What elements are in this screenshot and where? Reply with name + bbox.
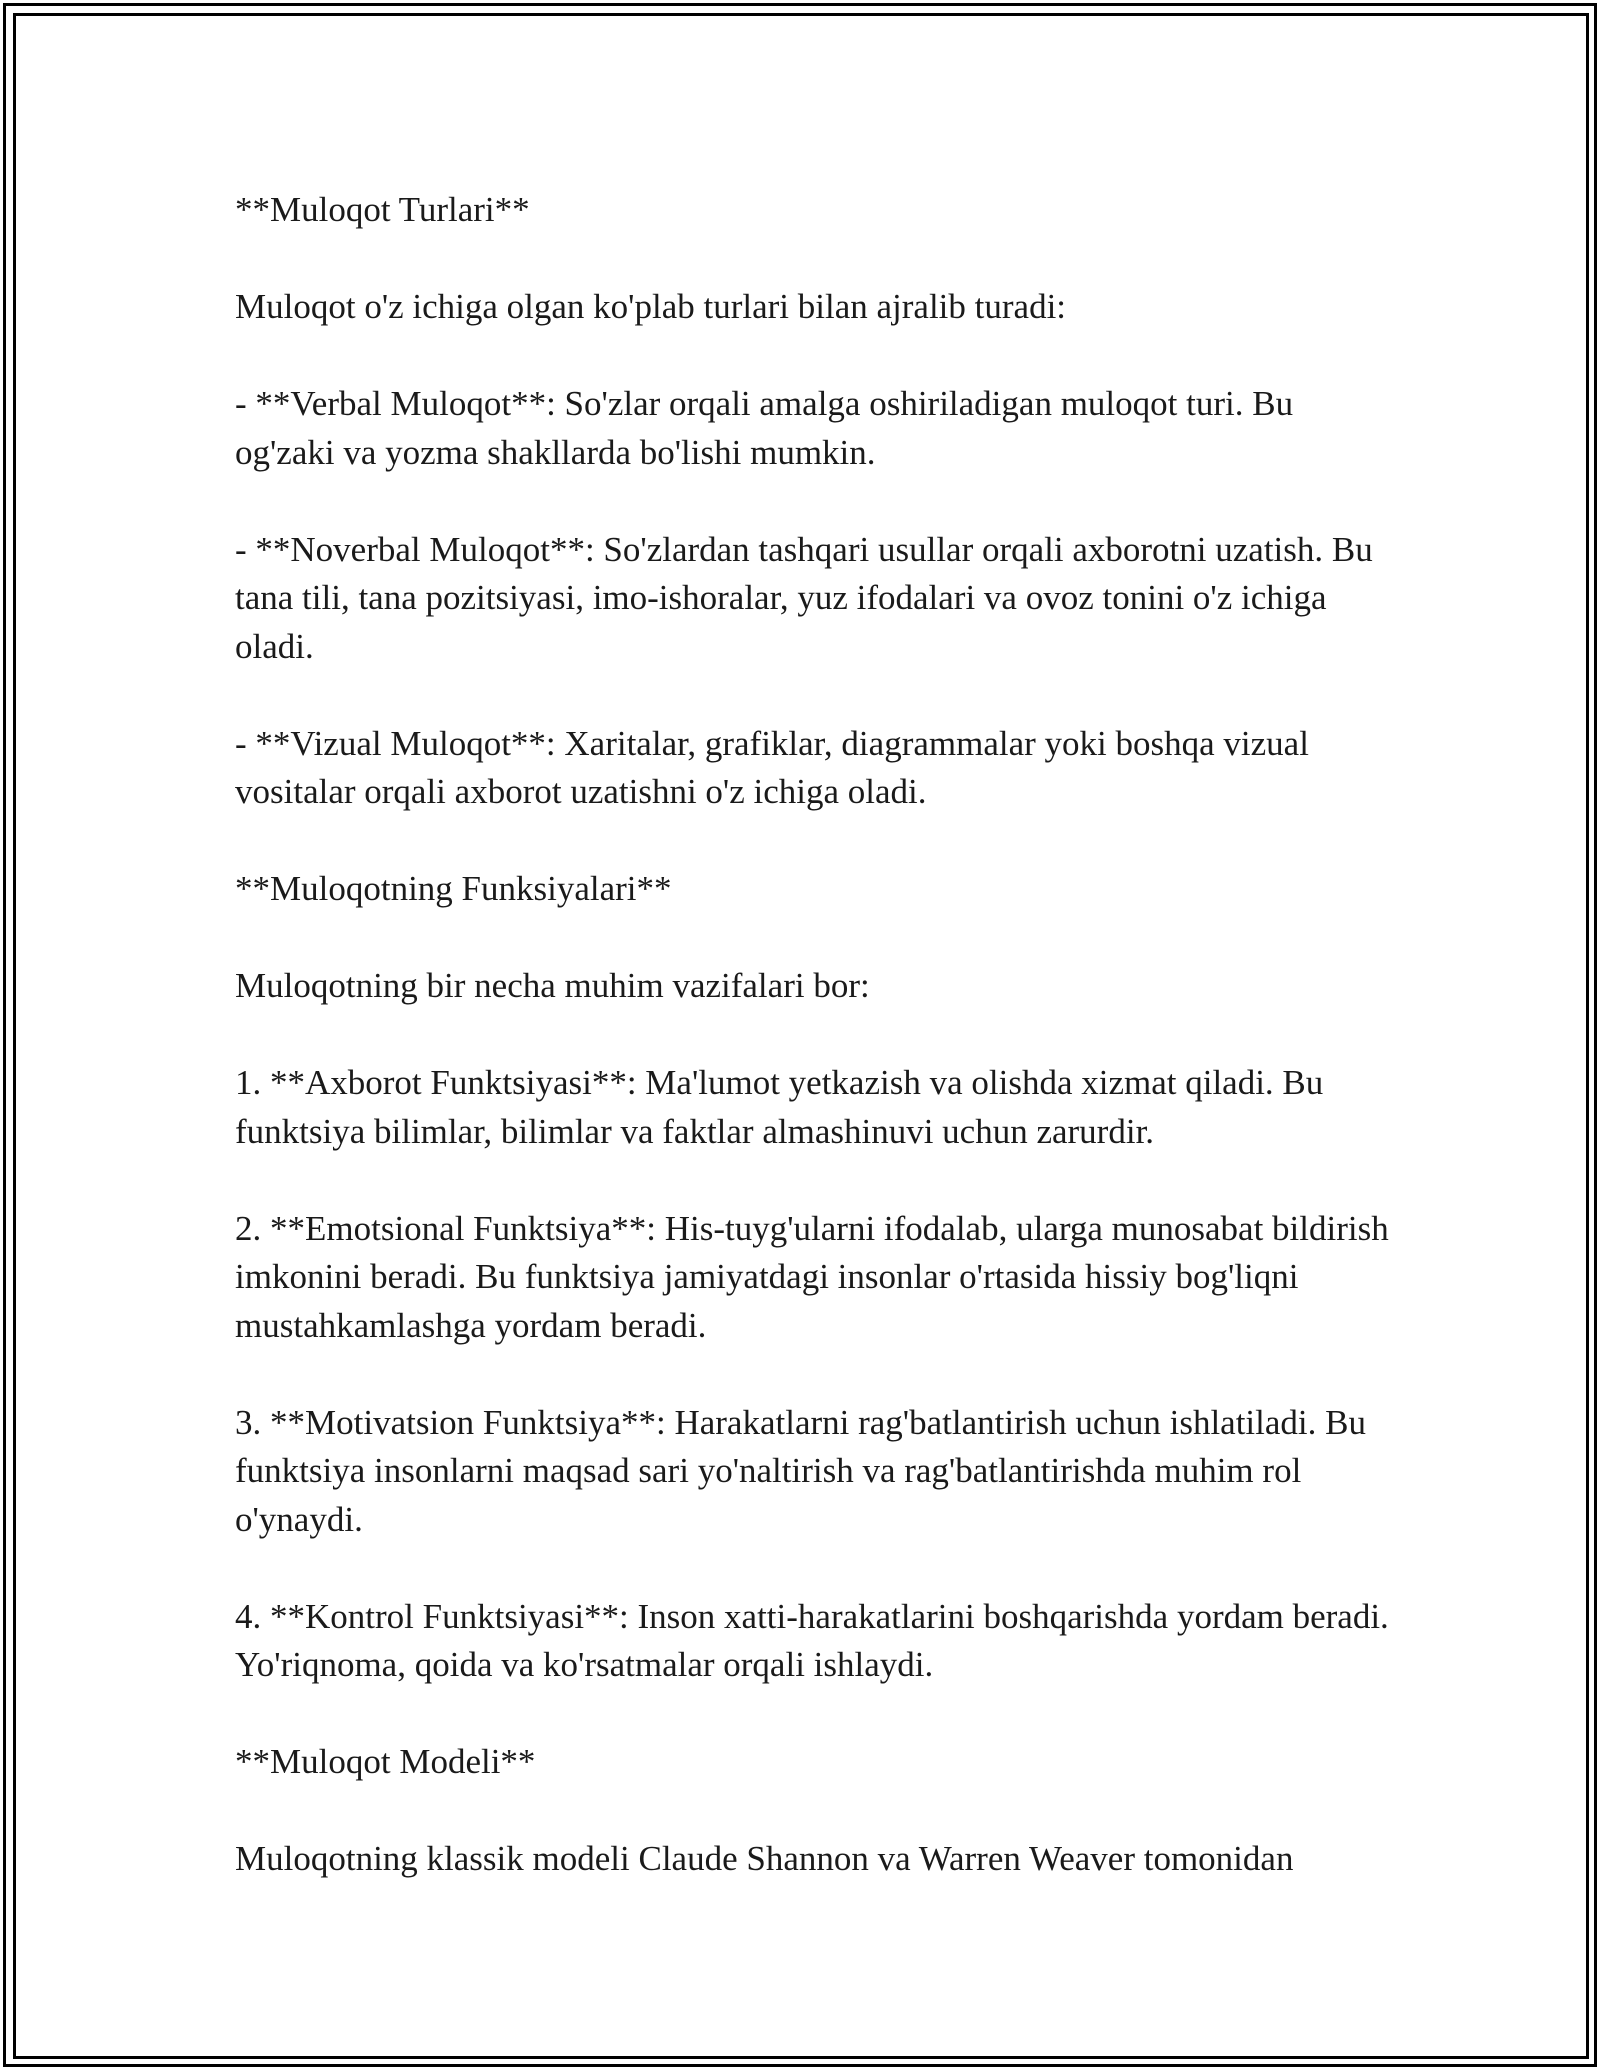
- document-body: [235, 186, 1395, 1932]
- list-item-kontrol: 4. **Kontrol Funktsiyasi**: Inson xatti-harakatlarini boshqarishda yordam beradi. Yo'riqnoma, qoida va ko'rsatmalar orqali ishlaydi.: [235, 1596, 1389, 1684]
- list-item-noverbal: - **Noverbal Muloqot**: So'zlardan tashqari usullar orqali axborotni uzatish. Bu tana tili, tana pozitsiyasi, imo-ishoralar, yuz ifodalari va ovoz tonini o'z ichiga oladi.: [235, 529, 1373, 666]
- list-item-vizual: - **Vizual Muloqot**: Xaritalar, grafiklar, diagrammalar yoki boshqa vizual vositalar orqali axborot uzatishni o'z ichiga oladi.: [235, 723, 1309, 811]
- list-item-motivatsion: 3. **Motivatsion Funktsiya**: Harakatlarni rag'batlantirish uchun ishlatiladi. Bu funktsiya insonlarni maqsad sari yo'naltirish va rag'batlantirishda muhim rol o'ynaydi.: [235, 1402, 1366, 1539]
- model-paragraph: Muloqotning klassik modeli Claude Shannon va Warren Weaver tomonidan: [235, 1839, 1294, 1878]
- intro-paragraph: Muloqot o'z ichiga olgan ko'plab turlari bilan ajralib turadi:: [235, 287, 1067, 326]
- heading-muloqot-modeli: **Muloqot Modeli**: [235, 1742, 536, 1781]
- functions-intro-paragraph: Muloqotning bir necha muhim vazifalari bor:: [235, 966, 870, 1005]
- heading-funksiyalari: **Muloqotning Funksiyalari**: [235, 869, 672, 908]
- heading-muloqot-turlari: **Muloqot Turlari**: [235, 190, 530, 229]
- list-item-emotsional: 2. **Emotsional Funktsiya**: His-tuyg'ularni ifodalab, ularga munosabat bildirish imkonini beradi. Bu funktsiya jamiyatdagi insonlar o'rtasida hissiy bog'liqni mustahkamlashga yordam beradi.: [235, 1208, 1389, 1345]
- list-item-axborot: 1. **Axborot Funktsiyasi**: Ma'lumot yetkazish va olishda xizmat qiladi. Bu funktsiya bilimlar, bilimlar va faktlar almashinuvi uchun zarurdir.: [235, 1063, 1324, 1151]
- list-item-verbal: - **Verbal Muloqot**: So'zlar orqali amalga oshiriladigan muloqot turi. Bu og'zaki va yozma shakllarda bo'lishi mumkin.: [235, 384, 1294, 472]
